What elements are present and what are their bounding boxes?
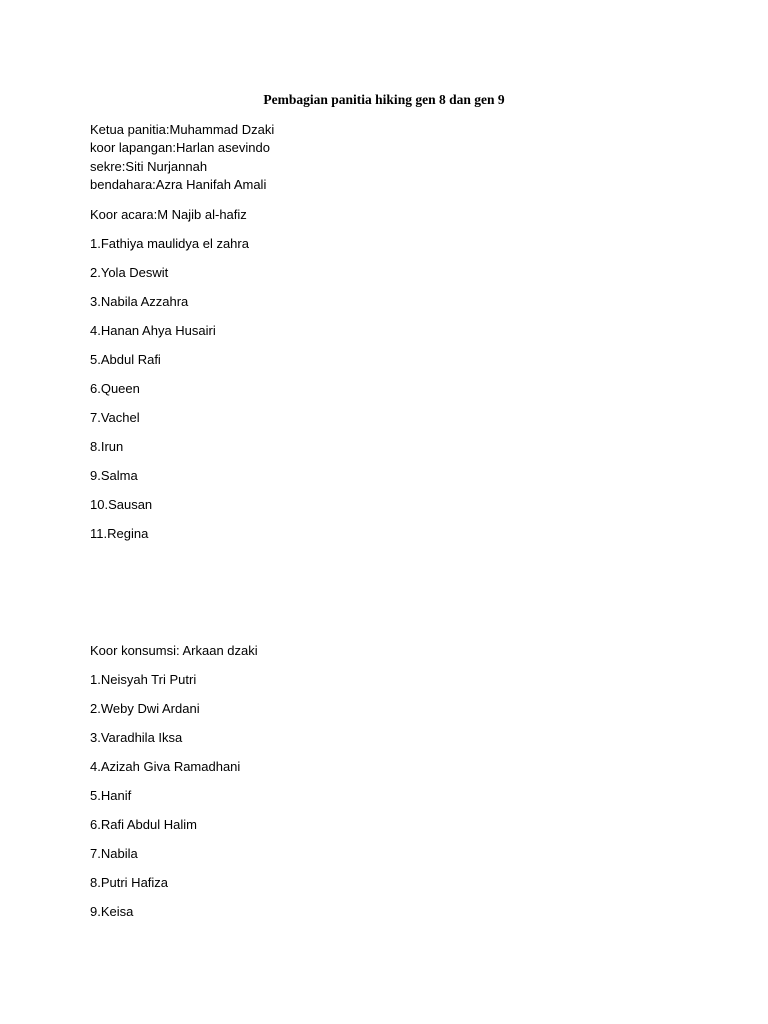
acara-heading: Koor acara:M Najib al-hafiz xyxy=(90,207,247,222)
list-item: 1.Neisyah Tri Putri xyxy=(90,672,197,687)
list-item: 10.Sausan xyxy=(90,497,153,512)
list-item: 4.Hanan Ahya Husairi xyxy=(90,323,216,338)
list-item: 7.Nabila xyxy=(90,846,138,861)
officer-line: bendahara:Azra Hanifah Amali xyxy=(90,177,267,192)
list-item: 7.Vachel xyxy=(90,410,140,425)
konsumsi-heading: Koor konsumsi: Arkaan dzaki xyxy=(90,643,258,658)
list-item: 5.Abdul Rafi xyxy=(90,352,161,367)
document-title: Pembagian panitia hiking gen 8 dan gen 9 xyxy=(263,92,505,107)
list-item: 3.Nabila Azzahra xyxy=(90,294,189,309)
list-item: 11.Regina xyxy=(90,526,149,541)
list-item: 8.Putri Hafiza xyxy=(90,875,169,890)
list-item: 6.Queen xyxy=(90,381,140,396)
list-item: 3.Varadhila Iksa xyxy=(90,730,183,745)
list-item: 4.Azizah Giva Ramadhani xyxy=(90,759,241,774)
list-item: 5.Hanif xyxy=(90,788,132,803)
officer-line: koor lapangan:Harlan asevindo xyxy=(90,140,270,155)
list-item: 6.Rafi Abdul Halim xyxy=(90,817,197,832)
list-item: 9.Salma xyxy=(90,468,138,483)
officer-line: sekre:Siti Nurjannah xyxy=(90,159,208,174)
officer-line: Ketua panitia:Muhammad Dzaki xyxy=(90,122,275,137)
list-item: 1.Fathiya maulidya el zahra xyxy=(90,236,249,251)
list-item: 8.Irun xyxy=(90,439,124,454)
list-item: 2.Yola Deswit xyxy=(90,265,169,280)
list-item: 2.Weby Dwi Ardani xyxy=(90,701,200,716)
list-item: 9.Keisa xyxy=(90,904,134,919)
